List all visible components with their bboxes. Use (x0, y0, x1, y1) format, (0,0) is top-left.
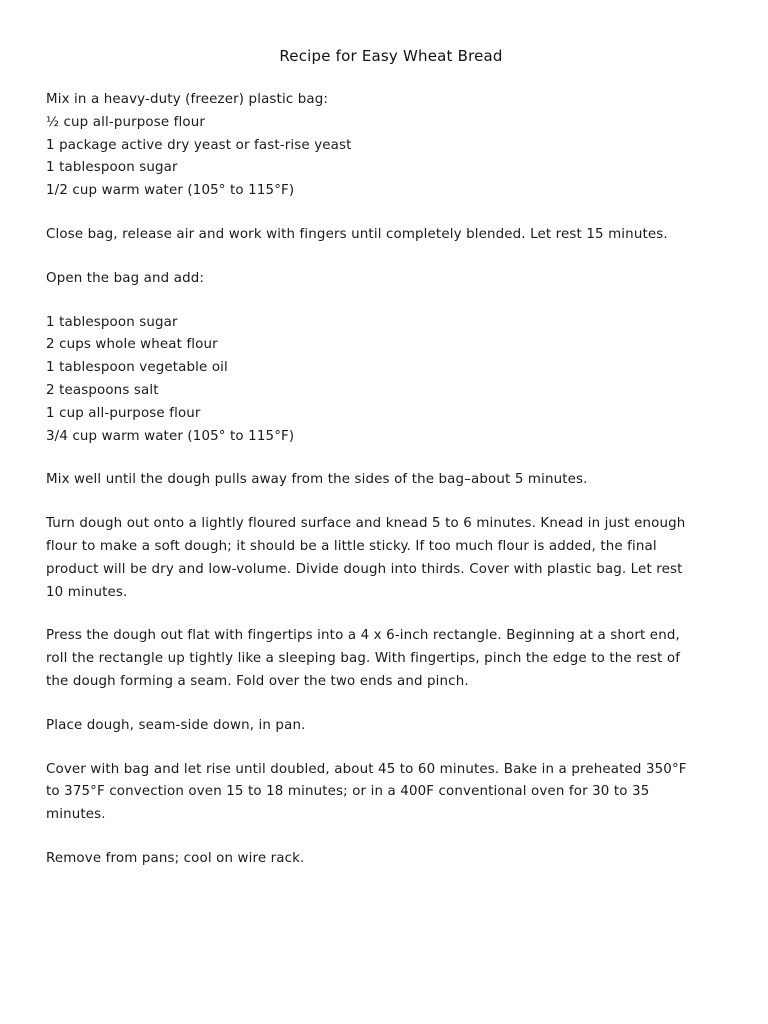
paragraph-line: minutes. (46, 807, 106, 823)
page-title: Recipe for Easy Wheat Bread (279, 47, 503, 65)
paragraph-line: roll the rectangle up tightly like a sleeping bag. With fingertips, pinch the edge to the rest of (46, 651, 681, 667)
step-pan: Place dough, seam-side down, in pan. (46, 717, 306, 733)
paragraph-line: the dough forming a seam. Fold over the two ends and pinch. (46, 673, 469, 689)
ingredient-line: 1 tablespoon sugar (46, 160, 178, 176)
step-mix: Mix well until the dough pulls away from the sides of the bag–about 5 minutes. (46, 472, 588, 488)
step-close-bag: Close bag, release air and work with fingers until completely blended. Let rest 15 minutes. (46, 226, 668, 242)
ingredient-line: 1 tablespoon vegetable oil (46, 360, 228, 376)
document-page (46, 47, 736, 892)
paragraph-line: 10 minutes. (46, 584, 128, 600)
step-shape (46, 625, 736, 693)
ingredient-line: 1 cup all-purpose flour (46, 405, 201, 421)
paragraph-line: Cover with bag and let rise until doubled, about 45 to 60 minutes. Bake in a preheated 350°F (46, 761, 687, 777)
ingredient-line: 1 tablespoon sugar (46, 314, 178, 330)
paragraph-line: Press the dough out flat with fingertips into a 4 x 6-inch rectangle. Beginning at a short end, (46, 628, 680, 644)
ingredient-line: 2 teaspoons salt (46, 382, 159, 398)
paragraph-line: flour to make a soft dough; it should be a little sticky. If too much flour is added, the final (46, 538, 657, 554)
paragraph-line: product will be dry and low-volume. Divide dough into thirds. Cover with plastic bag. Let rest (46, 561, 683, 577)
ingredient-line: 3/4 cup warm water (105° to 115°F) (46, 428, 295, 444)
ingredient-line: ½ cup all-purpose flour (46, 114, 206, 130)
step-bake (46, 759, 736, 827)
step-knead (46, 513, 736, 604)
ingredient-line: 1 package active dry yeast or fast-rise yeast (46, 137, 352, 153)
paragraph-line: to 375°F convection oven 15 to 18 minutes; or in a 400F conventional oven for 30 to 35 (46, 784, 650, 800)
ingredient-line: 1/2 cup warm water (105° to 115°F) (46, 183, 295, 199)
paragraph-line: Turn dough out onto a lightly floured surface and knead 5 to 6 minutes. Knead in just enough (46, 516, 686, 532)
first-ingredients-section (46, 89, 736, 203)
second-ingredients-section (46, 312, 736, 449)
intro-heading: Mix in a heavy-duty (freezer) plastic bag: (46, 92, 329, 107)
open-heading: Open the bag and add: (46, 270, 205, 286)
step-cool: Remove from pans; cool on wire rack. (46, 850, 305, 866)
ingredient-line: 2 cups whole wheat flour (46, 337, 218, 353)
